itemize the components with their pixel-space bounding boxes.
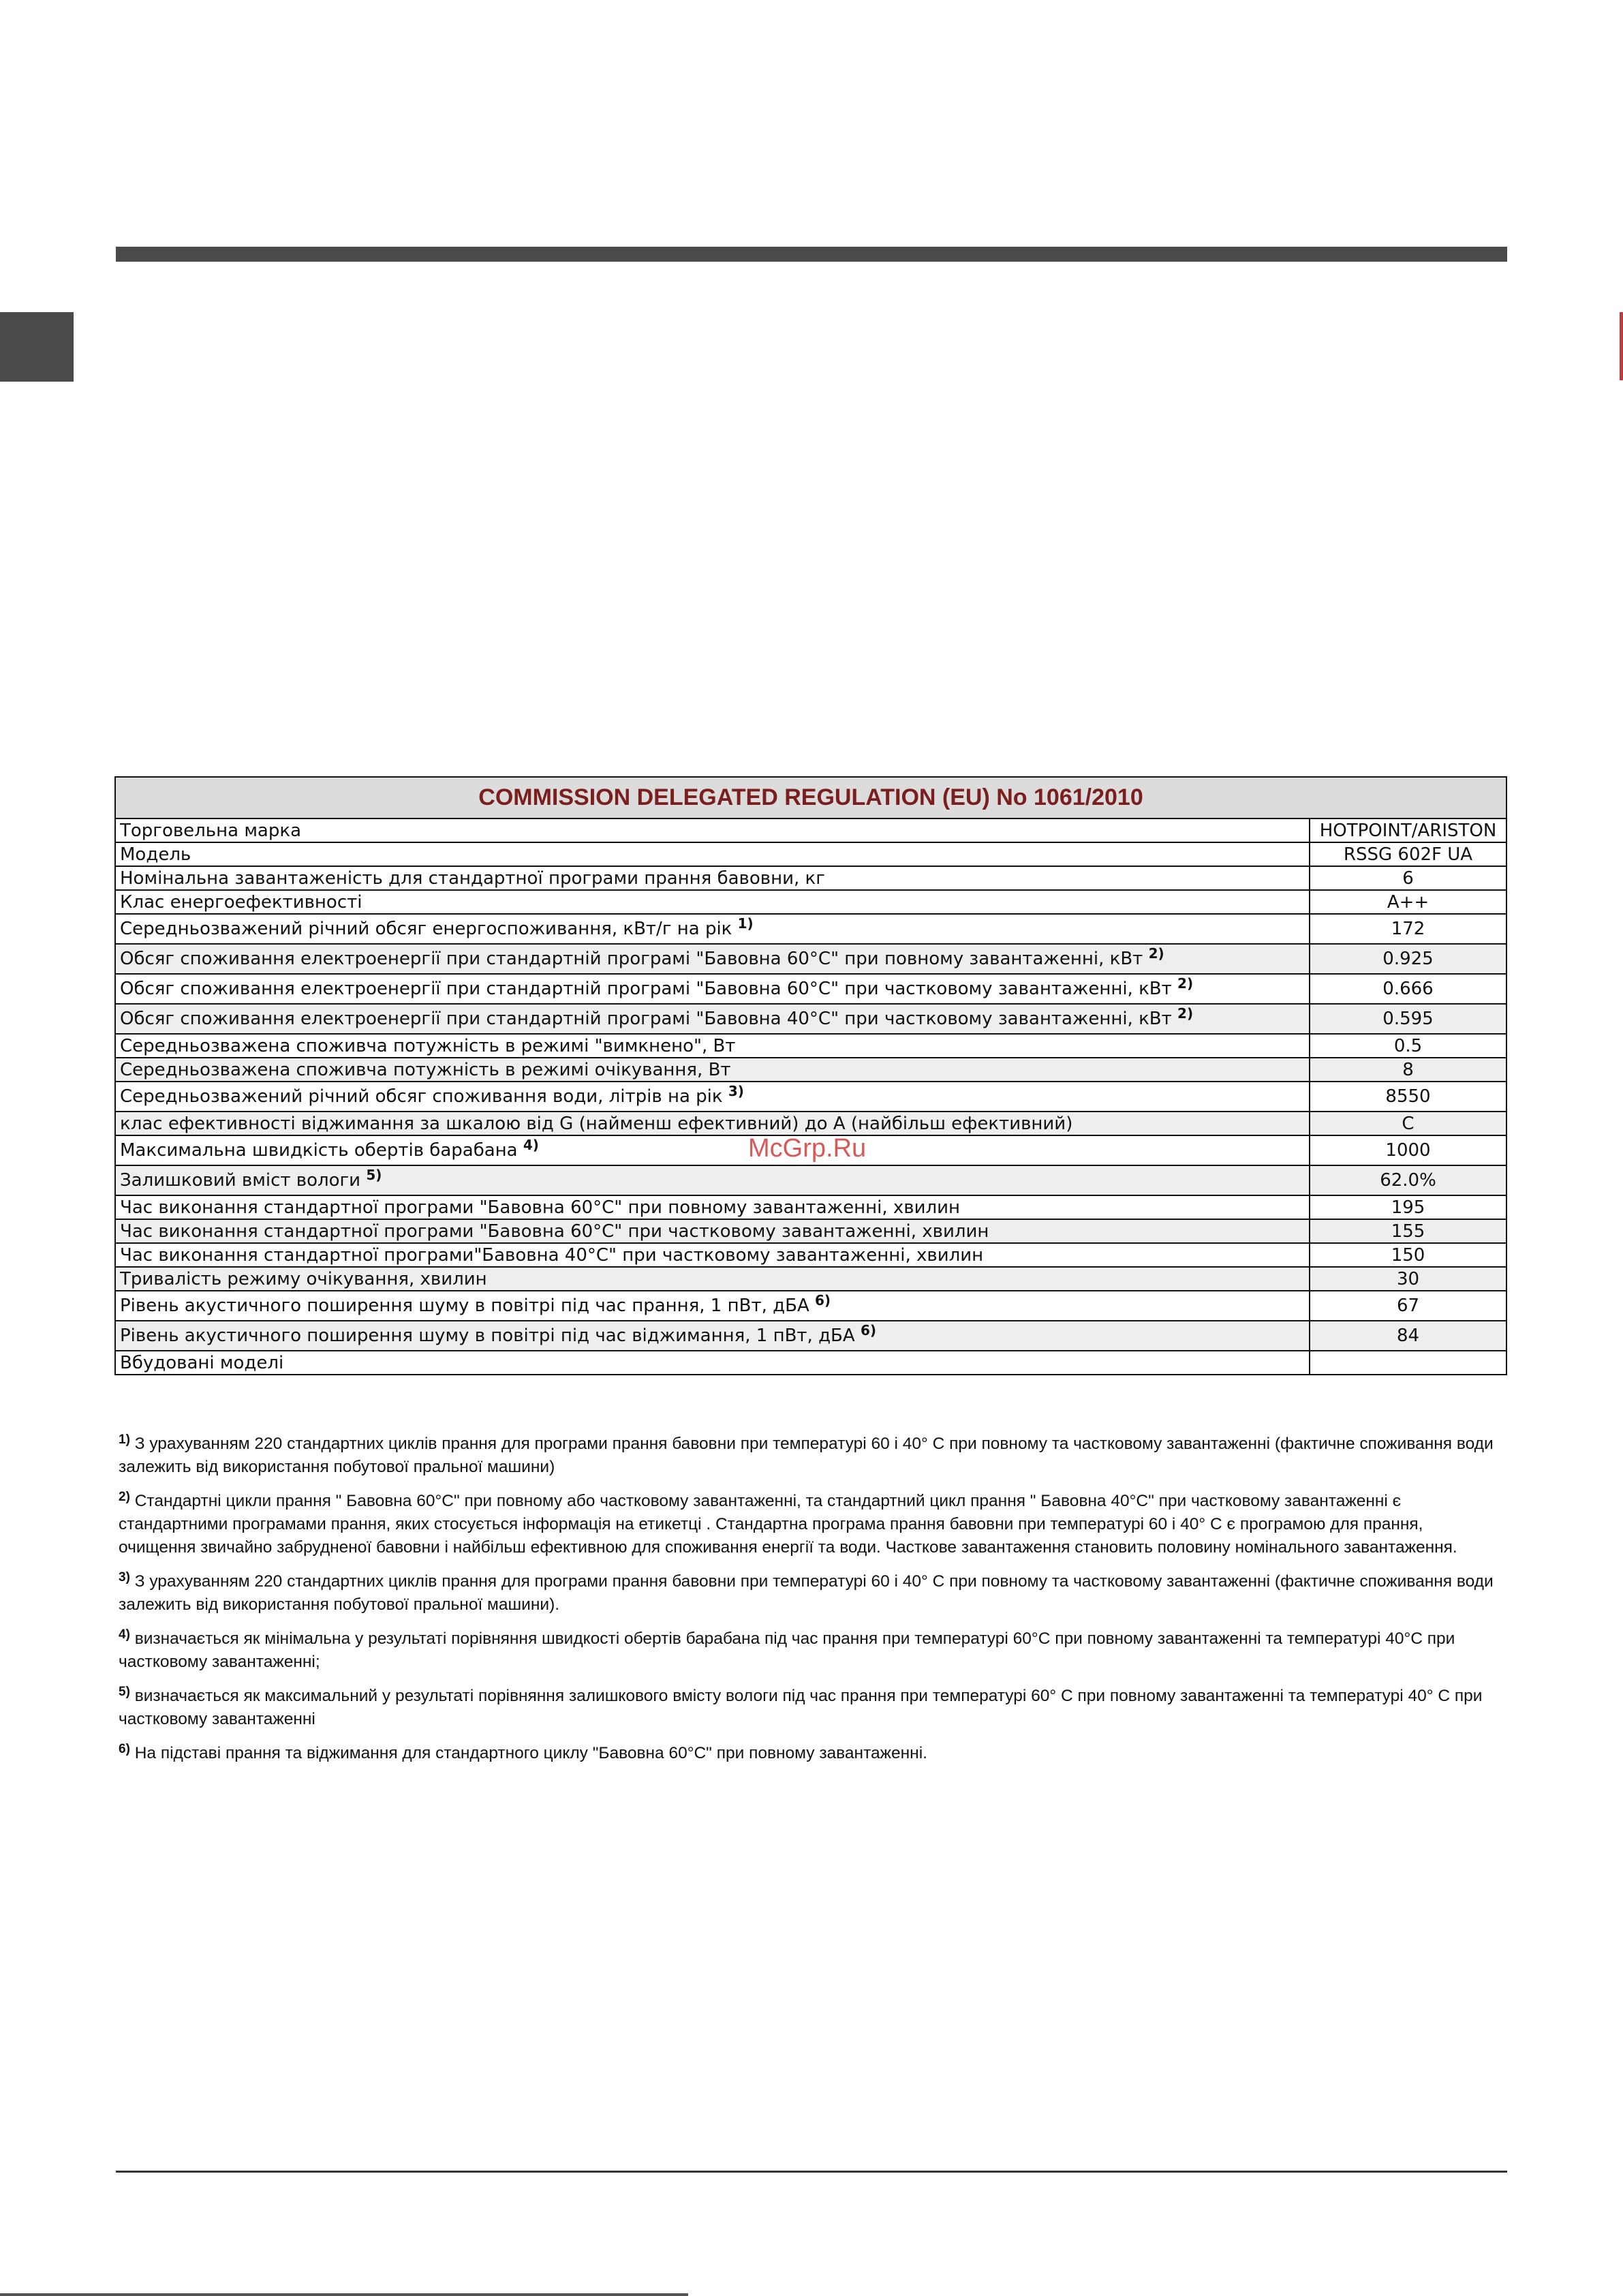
row-value: 195 bbox=[1310, 1195, 1506, 1219]
row-value: 6 bbox=[1310, 866, 1506, 890]
row-value: 1000 bbox=[1310, 1135, 1506, 1165]
footnote-text: З урахуванням 220 стандартних циклів прання для програми прання бавовни при температурі 60 і 40° C при повному та частковому завантаженні (фактичне споживання води залежить від використання побутової пральної машини). bbox=[119, 1572, 1494, 1614]
table-row bbox=[115, 1243, 1506, 1267]
row-value: 84 bbox=[1310, 1321, 1506, 1351]
footnote-number: 1) bbox=[119, 1433, 130, 1447]
footnote bbox=[119, 1685, 1502, 1731]
row-label: Торговельна марка bbox=[115, 818, 1310, 842]
watermark: McGrp.Ru bbox=[748, 1134, 867, 1163]
footnote-ref: 6) bbox=[860, 1322, 877, 1338]
row-label: клас ефективності віджимання за шкалою від G (найменш ефективний) до A (найбільш ефективний) bbox=[115, 1112, 1310, 1135]
footnote-ref: 5) bbox=[366, 1167, 382, 1183]
row-label: Час виконання стандартної програми"Бавовна 40°C" при частковому завантаженні, хвилин bbox=[115, 1243, 1310, 1267]
edge-marker bbox=[1620, 312, 1623, 380]
table-row bbox=[115, 1165, 1506, 1195]
footnote-number: 4) bbox=[119, 1627, 130, 1642]
footnote-ref: 3) bbox=[728, 1083, 744, 1099]
footnote-ref: 6) bbox=[815, 1292, 831, 1308]
table-row bbox=[115, 842, 1506, 866]
side-tab-marker bbox=[0, 312, 74, 382]
row-label: Тривалість режиму очікування, хвилин bbox=[115, 1267, 1310, 1291]
footnote-number: 6) bbox=[119, 1742, 130, 1756]
row-label: Модель bbox=[115, 842, 1310, 866]
row-label: Час виконання стандартної програми "Бавовна 60°C" при повному завантаженні, хвилин bbox=[115, 1195, 1310, 1219]
row-label: Рівень акустичного поширення шуму в повітрі під час прання, 1 пВт, дБА $^{6)}$ bbox=[115, 1291, 1310, 1321]
row-label: Обсяг споживання електроенергії при стандартній програмі "Бавовна 40°C" при частковому завантаженні, кВт $^{2)}$ bbox=[115, 1004, 1310, 1034]
table-row bbox=[115, 1195, 1506, 1219]
footnote-ref: 2) bbox=[1177, 975, 1194, 992]
header-rule bbox=[116, 247, 1507, 262]
row-label: Середньозважена споживча потужність в режимі очікування, Вт bbox=[115, 1058, 1310, 1082]
footer-rule bbox=[116, 2171, 1507, 2173]
footnote bbox=[119, 1433, 1502, 1479]
row-label: Час виконання стандартної програми "Бавовна 60°C" при частковому завантаженні, хвилин bbox=[115, 1219, 1310, 1243]
footnote-text: визначається як мінімальна у результаті порівняння швидкості обертів барабана під час прання при температурі 60°C при повному завантаженні та температурі 40°C при частковому завантаженні; bbox=[119, 1629, 1455, 1671]
row-value: 155 bbox=[1310, 1219, 1506, 1243]
footnote-ref: 4) bbox=[523, 1137, 539, 1153]
table-row bbox=[115, 914, 1506, 944]
footnote-text: На підставі прання та віджимання для стандартного циклу "Бавовна 60°C" при повному завантаженні. bbox=[134, 1744, 927, 1762]
page-bottom-edge bbox=[0, 2293, 688, 2296]
row-value: 62.0% bbox=[1310, 1165, 1506, 1195]
row-value: 0.666 bbox=[1310, 974, 1506, 1004]
row-value: 0.595 bbox=[1310, 1004, 1506, 1034]
row-value: 8550 bbox=[1310, 1082, 1506, 1112]
row-label: Максимальна швидкість обертів барабана $^{4)}$ bbox=[115, 1135, 1310, 1165]
row-value: RSSG 602F UA bbox=[1310, 842, 1506, 866]
table-row bbox=[115, 1034, 1506, 1058]
footnote-ref: 2) bbox=[1148, 945, 1164, 962]
row-value: 67 bbox=[1310, 1291, 1506, 1321]
table-row bbox=[115, 1082, 1506, 1112]
row-value bbox=[1310, 1351, 1506, 1375]
footnote-text: З урахуванням 220 стандартних циклів прання для програми прання бавовни при температурі 60 і 40° C при повному та частковому завантаженні (фактичне споживання води залежить від використання побутової пральної машини) bbox=[119, 1435, 1494, 1476]
table-row bbox=[115, 1219, 1506, 1243]
table-row bbox=[115, 818, 1506, 842]
footnote-ref: 2) bbox=[1177, 1005, 1194, 1022]
row-label: Обсяг споживання електроенергії при стандартній програмі "Бавовна 60°C" при частковому завантаженні, кВт $^{2)}$ bbox=[115, 974, 1310, 1004]
footnotes bbox=[119, 1433, 1502, 1776]
row-value: 0.5 bbox=[1310, 1034, 1506, 1058]
row-value: 150 bbox=[1310, 1243, 1506, 1267]
row-label: Середньозважений річний обсяг енергоспоживання, кВт/г на рік $^{1)}$ bbox=[115, 914, 1310, 944]
table-row bbox=[115, 866, 1506, 890]
row-value: 0.925 bbox=[1310, 944, 1506, 974]
row-value: 172 bbox=[1310, 914, 1506, 944]
footnote-ref: 1) bbox=[737, 915, 754, 932]
row-label: Клас енергоефективності bbox=[115, 890, 1310, 914]
table-row bbox=[115, 1291, 1506, 1321]
table-title: COMMISSION DELEGATED REGULATION (EU) No 1061/2010 bbox=[115, 777, 1506, 818]
row-label: Вбудовані моделі bbox=[115, 1351, 1310, 1375]
table-row bbox=[115, 1058, 1506, 1082]
table-row bbox=[115, 1004, 1506, 1034]
table-row bbox=[115, 1112, 1506, 1135]
footnote-text: Стандартні цикли прання " Бавовна 60°C" при повному або частковому завантаженні, та стандартний цикл прання " Бавовна 40°C" при частковому завантаженні є стандартними програмами прання, яких стосується інформація на етикетці . Стандартна програма прання бавовни при температурі 60 і 40° C є програмою для прання, очищення звичайно забрудненої бавовни і найбільш ефективною для споживання енергії та води. Часткове завантаження становить половину номінального завантаження. bbox=[119, 1492, 1457, 1557]
row-label: Середньозважений річний обсяг споживання води, літрів на рік $^{3)}$ bbox=[115, 1082, 1310, 1112]
footnote bbox=[119, 1570, 1502, 1617]
row-label: Залишковий вміст вологи $^{5)}$ bbox=[115, 1165, 1310, 1195]
footnote bbox=[119, 1627, 1502, 1674]
table-row bbox=[115, 974, 1506, 1004]
footnote-number: 5) bbox=[119, 1685, 130, 1699]
footnote-number: 2) bbox=[119, 1490, 130, 1504]
footnote bbox=[119, 1490, 1502, 1559]
regulation-table bbox=[114, 776, 1507, 1375]
row-value: 8 bbox=[1310, 1058, 1506, 1082]
table-row bbox=[115, 1267, 1506, 1291]
table-row bbox=[115, 944, 1506, 974]
row-value: 30 bbox=[1310, 1267, 1506, 1291]
row-label: Номінальна завантаженість для стандартної програми прання бавовни, кг bbox=[115, 866, 1310, 890]
row-value: A++ bbox=[1310, 890, 1506, 914]
table-row bbox=[115, 1321, 1506, 1351]
footnote bbox=[119, 1742, 1502, 1765]
footnote-text: визначається як максимальний у результаті порівняння залишкового вмісту вологи під час прання при температурі 60° C при повному завантаженні та температурі 40° C при частковому завантаженні bbox=[119, 1687, 1483, 1728]
row-value: C bbox=[1310, 1112, 1506, 1135]
row-label: Середньозважена споживча потужність в режимі "вимкнено", Вт bbox=[115, 1034, 1310, 1058]
row-label: Рівень акустичного поширення шуму в повітрі під час віджимання, 1 пВт, дБА $^{6)}$ bbox=[115, 1321, 1310, 1351]
row-label: Обсяг споживання електроенергії при стандартній програмі "Бавовна 60°C" при повному завантаженні, кВт $^{2)}$ bbox=[115, 944, 1310, 974]
footnote-number: 3) bbox=[119, 1570, 130, 1585]
table-row bbox=[115, 1351, 1506, 1375]
table-row bbox=[115, 890, 1506, 914]
row-value: HOTPOINT/ARISTON bbox=[1310, 818, 1506, 842]
